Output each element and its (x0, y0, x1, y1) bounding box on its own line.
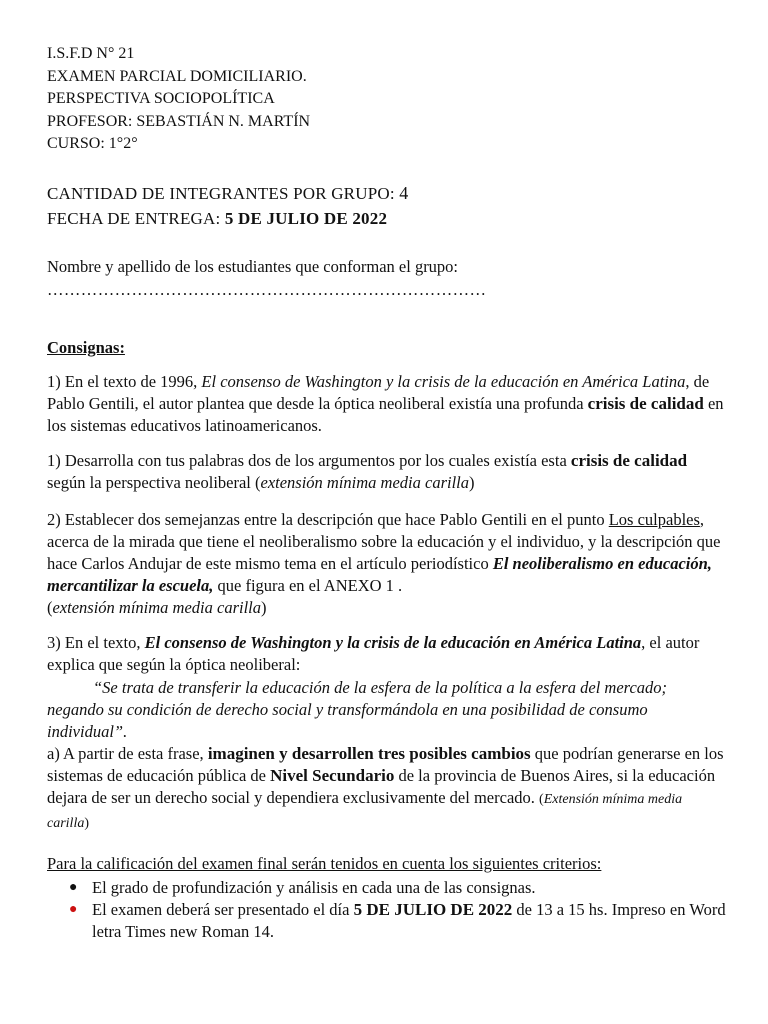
consigna-intro (47, 371, 727, 437)
q2-extension: extensión mínima media carilla (52, 598, 262, 617)
q3a-paren-close: ) (84, 816, 90, 831)
group-size-value: 4 (399, 183, 409, 203)
institute-line: I.S.F.D N° 21 (47, 45, 135, 62)
group-size-label: CANTIDAD DE INTEGRANTES POR GRUPO: (47, 184, 400, 203)
q3a-text-c: que podrían generarse en los sistemas de educación pública de (47, 744, 724, 785)
criteria-list (47, 877, 737, 943)
q2-text-c: , acerca de la mirada que tiene el neoliberalismo sobre la educación y el individuo, y la descripción que hace Carlos Andujar de este mismo tema en el artículo periodístico (47, 510, 721, 573)
criteria-title: Para la calificación del examen final serán tenidos en cuenta los siguientes criterios: (47, 854, 602, 873)
criteria-item-1-text: El grado de profundización y análisis en cada una de las consignas. (92, 878, 536, 897)
q3-quote: “Se trata de transferir la educación de la esfera de la política a la esfera del mercado; negando su condición de derecho social y transformándola en una posibilidad de consumo individual”. (47, 678, 668, 741)
criteria-item-2-text-a: El examen deberá ser presentado el día (92, 900, 354, 919)
q3a-paren-open: ( (539, 792, 544, 807)
q2-section-title: Los culpables (608, 510, 700, 529)
q1-text-c: según la perspectiva neoliberal ( (47, 473, 261, 492)
students-fill-line: …………………………………………………………………… (47, 280, 487, 299)
q3a-bold-a: imaginen y desarrollen tres posibles cambios (207, 744, 531, 763)
q2-paren-open: ( (47, 598, 53, 617)
q3a-bold-level: Nivel Secundario (270, 766, 395, 785)
course-line: CURSO: 1°2° (47, 135, 138, 153)
criteria-item (47, 899, 737, 943)
due-date-line (47, 206, 727, 232)
exam-title: EXAMEN PARCIAL DOMICILIARIO. (47, 67, 307, 85)
intro-book-title: El consenso de Washington y la crisis de la educación en América Latina (201, 372, 686, 391)
criteria-item-2-date: 5 DE JULIO DE 2022 (353, 900, 513, 919)
q3-text-a: 3) En el texto, (47, 633, 145, 652)
q3-text-c: , el autor explica que según la óptica neoliberal: (47, 633, 700, 674)
q3-book-title: El consenso de Washington y la crisis de la educación en América Latina (144, 633, 642, 652)
q2-paren-close: ) (261, 598, 267, 617)
teacher-line: PROFESOR: SEBASTIÁN N. MARTÍN (47, 112, 311, 130)
due-date-value: 5 DE JULIO DE 2022 (224, 209, 388, 228)
q2-text-e: que figura en el ANEXO 1 . (213, 576, 403, 595)
q1-extension: extensión mínima media carilla (260, 473, 470, 492)
intro-bold-term: crisis de calidad (587, 394, 704, 413)
q1-text-e: ) (469, 473, 475, 492)
intro-text-e: en los sistemas educativos latinoamericanos. (47, 394, 724, 435)
intro-text-c: , de Pablo Gentili, el autor plantea que desde la óptica neoliberal existía una profunda (47, 372, 710, 413)
criteria-item-2-text-c: de 13 a 15 hs. Impreso en Word letra Times new Roman 14. (92, 900, 726, 941)
q2-text-a: 2) Establecer dos semejanzas entre la descripción que hace Pablo Gentili en el punto (47, 510, 609, 529)
criteria-item (47, 877, 737, 899)
q3a-extension: Extensión mínima media carilla (47, 792, 683, 831)
question-3 (47, 632, 727, 676)
question-1 (47, 450, 727, 494)
group-size-line (47, 180, 727, 207)
q1-bold-term: crisis de calidad (570, 451, 688, 470)
document-header (47, 43, 727, 156)
consignas-title: Consignas: (47, 338, 125, 357)
students-label: Nombre y apellido de los estudiantes que conforman el grupo: (47, 257, 459, 276)
q3a-text-e: de la provincia de Buenos Aires, si la educación dejara de ser un derecho social y dependiera exclusivamente del mercado. (47, 766, 716, 807)
q1-text-a: 1) Desarrolla con tus palabras dos de los argumentos por los cuales existía esta (47, 451, 571, 470)
q2-article-title: El neoliberalismo en educación, mercantilizar la escuela, (47, 554, 712, 595)
due-date-label: FECHA DE ENTREGA: (47, 209, 225, 228)
question-2 (47, 509, 727, 619)
intro-text-a: 1) En el texto de 1996, (47, 372, 202, 391)
subject-line: PERSPECTIVA SOCIOPOLÍTICA (47, 90, 275, 108)
question-3a (47, 743, 727, 835)
q3a-text-a: a) A partir de esta frase, (47, 744, 208, 763)
bullet-icon: ● (69, 902, 78, 917)
bullet-icon: ● (69, 880, 78, 895)
